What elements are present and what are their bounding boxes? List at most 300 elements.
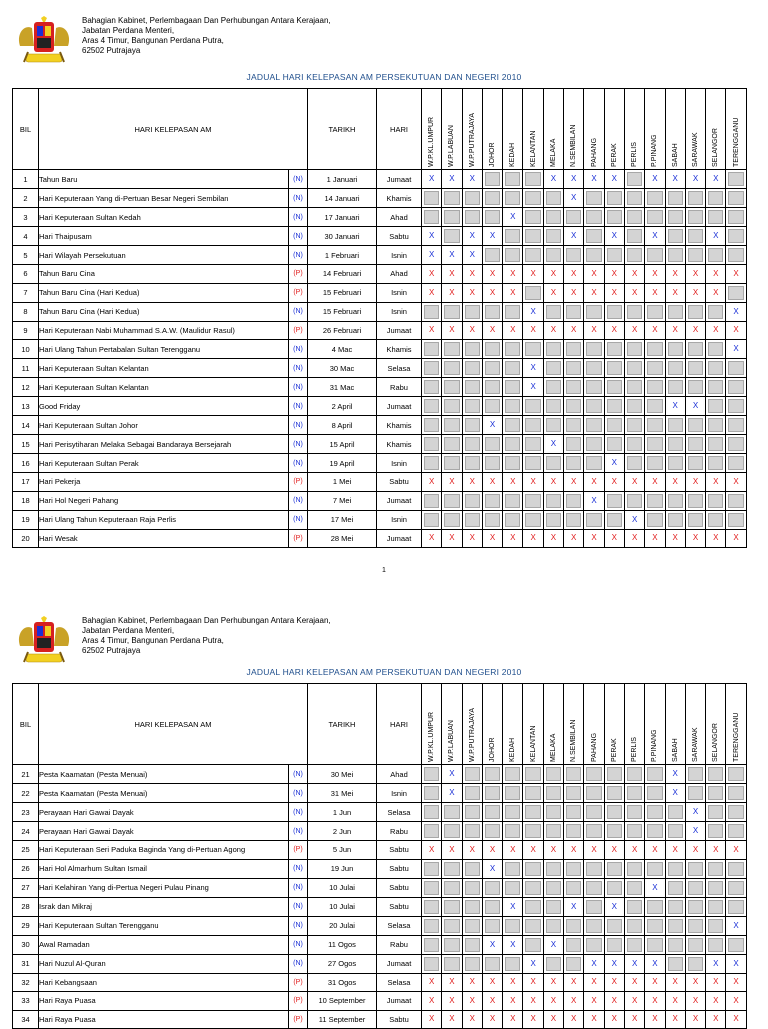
- column-header-state: [665, 89, 685, 170]
- state-cell: [564, 935, 584, 954]
- empty-cell: [647, 361, 662, 375]
- empty-cell: [728, 938, 743, 952]
- empty-cell: [505, 172, 520, 186]
- state-cell: [604, 302, 624, 321]
- state-cell: [422, 803, 442, 822]
- empty-cell: [485, 248, 500, 262]
- state-cell: [726, 378, 746, 397]
- column-header-state: [645, 89, 665, 170]
- holiday-mark: X: [627, 287, 642, 299]
- holiday-mark: X: [668, 173, 683, 185]
- empty-cell: [607, 380, 622, 394]
- state-cell: [482, 992, 502, 1011]
- state-cell: [726, 916, 746, 935]
- empty-cell: [546, 361, 561, 375]
- state-cell: [503, 765, 523, 784]
- empty-cell: [424, 305, 439, 319]
- address-line: Bahagian Kabinet, Perlembagaan Dan Perhubungan Antara Kerajaan,: [82, 16, 331, 25]
- state-cell: [726, 784, 746, 803]
- state-label: SELANGOR: [712, 723, 720, 762]
- holiday-day: Isnin: [377, 302, 422, 321]
- holiday-mark: X: [728, 995, 743, 1007]
- column-header-state: [462, 89, 482, 170]
- empty-cell: [505, 342, 520, 356]
- empty-cell: [546, 862, 561, 876]
- state-cell: [523, 265, 543, 284]
- empty-cell: [465, 418, 480, 432]
- holiday-mark: X: [708, 287, 723, 299]
- holiday-mark: X: [424, 995, 439, 1007]
- holiday-mark: X: [505, 901, 520, 913]
- column-header-state: [442, 684, 462, 765]
- state-cell: [442, 897, 462, 916]
- state-cell: [462, 529, 482, 548]
- empty-cell: [708, 305, 723, 319]
- holiday-mark: X: [505, 939, 520, 951]
- state-cell: [422, 954, 442, 973]
- holiday-type: (N): [289, 765, 308, 784]
- holiday-mark: X: [627, 995, 642, 1007]
- empty-cell: [424, 513, 439, 527]
- state-cell: [726, 765, 746, 784]
- empty-cell: [627, 380, 642, 394]
- state-cell: [685, 378, 705, 397]
- row-number: 17: [13, 473, 39, 492]
- holiday-mark: X: [546, 173, 561, 185]
- empty-cell: [485, 342, 500, 356]
- empty-cell: [444, 229, 459, 243]
- state-label: W.P.PUTRAJAYA: [468, 707, 476, 762]
- holiday-mark: X: [668, 324, 683, 336]
- holiday-date: 5 Jun: [308, 841, 377, 860]
- empty-cell: [546, 513, 561, 527]
- empty-cell: [424, 380, 439, 394]
- holiday-mark: X: [465, 476, 480, 488]
- state-cell: [665, 435, 685, 454]
- holiday-day: Isnin: [377, 784, 422, 803]
- state-cell: [584, 841, 604, 860]
- state-cell: [706, 803, 726, 822]
- table-header-row: [13, 89, 747, 170]
- holiday-date: 10 Julai: [308, 878, 377, 897]
- empty-cell: [688, 881, 703, 895]
- empty-cell: [525, 248, 540, 262]
- empty-cell: [566, 305, 581, 319]
- empty-cell: [708, 361, 723, 375]
- empty-cell: [566, 418, 581, 432]
- state-label: SABAH: [671, 143, 679, 167]
- empty-cell: [607, 191, 622, 205]
- holiday-date: 10 September: [308, 992, 377, 1011]
- state-cell: [645, 954, 665, 973]
- state-cell: [604, 916, 624, 935]
- holiday-type: (N): [289, 954, 308, 973]
- holiday-date: 2 April: [308, 397, 377, 416]
- state-cell: [665, 208, 685, 227]
- state-cell: [624, 473, 644, 492]
- holiday-mark: X: [465, 230, 480, 242]
- empty-cell: [566, 919, 581, 933]
- table-row: [13, 359, 747, 378]
- state-cell: [665, 378, 685, 397]
- state-cell: [543, 189, 563, 208]
- empty-cell: [586, 767, 601, 781]
- state-cell: [685, 208, 705, 227]
- holiday-mark: X: [607, 995, 622, 1007]
- empty-cell: [485, 957, 500, 971]
- holiday-date: 31 Mei: [308, 784, 377, 803]
- state-label: P.PINANG: [651, 134, 659, 167]
- holiday-mark: X: [424, 976, 439, 988]
- state-cell: [503, 784, 523, 803]
- state-label: MELAKA: [549, 138, 557, 167]
- row-number: 15: [13, 435, 39, 454]
- state-cell: [462, 841, 482, 860]
- holiday-day: Sabtu: [377, 473, 422, 492]
- holiday-mark: X: [505, 324, 520, 336]
- state-cell: [604, 765, 624, 784]
- state-cell: [482, 878, 502, 897]
- state-cell: [462, 246, 482, 265]
- holiday-mark: X: [627, 1013, 642, 1025]
- holiday-mark: X: [586, 1013, 601, 1025]
- holiday-mark: X: [627, 324, 642, 336]
- holiday-mark: X: [728, 476, 743, 488]
- state-cell: [543, 973, 563, 992]
- holiday-mark: X: [505, 476, 520, 488]
- empty-cell: [607, 342, 622, 356]
- state-cell: [584, 803, 604, 822]
- holiday-mark: X: [444, 532, 459, 544]
- holiday-mark: X: [505, 1013, 520, 1025]
- table-row: [13, 340, 747, 359]
- column-header-state: [726, 684, 746, 765]
- empty-cell: [525, 919, 540, 933]
- empty-cell: [728, 437, 743, 451]
- empty-cell: [505, 957, 520, 971]
- holiday-mark: X: [566, 476, 581, 488]
- holiday-mark: X: [728, 343, 743, 355]
- column-header-state: [645, 684, 665, 765]
- empty-cell: [728, 767, 743, 781]
- state-cell: [685, 321, 705, 340]
- state-cell: [482, 510, 502, 529]
- holiday-name: Hari Ulang Tahun Pertabalan Sultan Terengganu: [39, 340, 289, 359]
- state-cell: [543, 265, 563, 284]
- column-header-state: [422, 89, 442, 170]
- table-row: [13, 378, 747, 397]
- page-header: [0, 0, 768, 64]
- holiday-date: 11 Ogos: [308, 935, 377, 954]
- state-label: SARAWAK: [692, 727, 699, 762]
- holiday-mark: X: [668, 476, 683, 488]
- state-cell: [706, 510, 726, 529]
- state-cell: [604, 321, 624, 340]
- empty-cell: [566, 938, 581, 952]
- holiday-mark: X: [525, 306, 540, 318]
- state-cell: [422, 491, 442, 510]
- holiday-mark: X: [708, 230, 723, 242]
- table-row: [13, 973, 747, 992]
- state-cell: [665, 416, 685, 435]
- holiday-mark: X: [485, 863, 500, 875]
- column-header-holiday: HARI KELEPASAN AM: [39, 684, 308, 765]
- holiday-date: 4 Mac: [308, 340, 377, 359]
- holiday-type: (N): [289, 208, 308, 227]
- empty-cell: [668, 919, 683, 933]
- table-row: [13, 529, 747, 548]
- holiday-day: Jumaat: [377, 992, 422, 1011]
- empty-cell: [485, 399, 500, 413]
- empty-cell: [444, 900, 459, 914]
- state-cell: [584, 246, 604, 265]
- holiday-mark: X: [444, 844, 459, 856]
- holiday-mark: X: [728, 268, 743, 280]
- state-cell: [523, 302, 543, 321]
- state-label: PAHANG: [590, 732, 598, 762]
- holiday-date: 1 Januari: [308, 170, 377, 189]
- state-cell: [685, 435, 705, 454]
- state-cell: [604, 435, 624, 454]
- state-cell: [685, 765, 705, 784]
- state-cell: [726, 359, 746, 378]
- state-cell: [665, 170, 685, 189]
- state-cell: [482, 1010, 502, 1029]
- state-cell: [482, 340, 502, 359]
- row-number: 23: [13, 803, 39, 822]
- state-cell: [584, 227, 604, 246]
- empty-cell: [586, 437, 601, 451]
- state-cell: [604, 784, 624, 803]
- holiday-mark: X: [627, 844, 642, 856]
- empty-cell: [647, 380, 662, 394]
- table-row: [13, 397, 747, 416]
- state-cell: [584, 321, 604, 340]
- empty-cell: [444, 437, 459, 451]
- empty-cell: [525, 437, 540, 451]
- holiday-mark: X: [688, 287, 703, 299]
- table-row: [13, 189, 747, 208]
- empty-cell: [485, 881, 500, 895]
- state-cell: [584, 435, 604, 454]
- state-cell: [462, 473, 482, 492]
- state-cell: [624, 529, 644, 548]
- holiday-mark: X: [607, 324, 622, 336]
- state-cell: [523, 510, 543, 529]
- state-cell: [624, 897, 644, 916]
- state-cell: [584, 935, 604, 954]
- state-cell: [665, 1010, 685, 1029]
- state-cell: [482, 973, 502, 992]
- row-number: 9: [13, 321, 39, 340]
- state-cell: [543, 916, 563, 935]
- state-cell: [665, 397, 685, 416]
- state-cell: [442, 954, 462, 973]
- state-cell: [503, 283, 523, 302]
- empty-cell: [688, 862, 703, 876]
- holiday-mark: X: [444, 995, 459, 1007]
- column-header-state: [523, 684, 543, 765]
- state-cell: [685, 973, 705, 992]
- holiday-mark: X: [465, 532, 480, 544]
- state-cell: [503, 529, 523, 548]
- state-cell: [604, 378, 624, 397]
- empty-cell: [647, 456, 662, 470]
- empty-cell: [465, 938, 480, 952]
- holiday-mark: X: [728, 976, 743, 988]
- state-cell: [645, 916, 665, 935]
- holiday-mark: X: [688, 806, 703, 818]
- column-header-state: [584, 684, 604, 765]
- empty-cell: [668, 342, 683, 356]
- state-cell: [564, 435, 584, 454]
- state-cell: [665, 954, 685, 973]
- empty-cell: [505, 248, 520, 262]
- holiday-name: Hari Keputeraan Nabi Muhammad S.A.W. (Maulidur Rasul): [39, 321, 289, 340]
- empty-cell: [485, 210, 500, 224]
- state-cell: [706, 283, 726, 302]
- empty-cell: [688, 191, 703, 205]
- state-cell: [726, 935, 746, 954]
- empty-cell: [465, 805, 480, 819]
- empty-cell: [546, 305, 561, 319]
- empty-cell: [465, 862, 480, 876]
- empty-cell: [607, 824, 622, 838]
- holiday-mark: X: [444, 268, 459, 280]
- state-cell: [503, 822, 523, 841]
- table-row: [13, 803, 747, 822]
- state-cell: [482, 765, 502, 784]
- holiday-type: (N): [289, 859, 308, 878]
- holiday-mark: X: [424, 287, 439, 299]
- row-number: 8: [13, 302, 39, 321]
- state-cell: [604, 189, 624, 208]
- empty-cell: [525, 824, 540, 838]
- state-cell: [442, 916, 462, 935]
- state-cell: [726, 473, 746, 492]
- state-cell: [624, 321, 644, 340]
- holiday-day: Ahad: [377, 265, 422, 284]
- state-cell: [523, 189, 543, 208]
- holiday-mark: X: [607, 844, 622, 856]
- empty-cell: [607, 248, 622, 262]
- state-cell: [503, 321, 523, 340]
- empty-cell: [546, 767, 561, 781]
- holiday-mark: X: [465, 976, 480, 988]
- state-cell: [624, 491, 644, 510]
- state-cell: [604, 841, 624, 860]
- state-cell: [442, 340, 462, 359]
- holiday-mark: X: [708, 532, 723, 544]
- address-line: Jabatan Perdana Menteri,: [82, 626, 175, 635]
- empty-cell: [668, 900, 683, 914]
- holiday-date: 30 Januari: [308, 227, 377, 246]
- state-cell: [584, 765, 604, 784]
- state-cell: [543, 878, 563, 897]
- state-cell: [624, 246, 644, 265]
- holiday-day: Isnin: [377, 510, 422, 529]
- empty-cell: [465, 361, 480, 375]
- state-cell: [523, 397, 543, 416]
- state-cell: [726, 265, 746, 284]
- state-cell: [665, 803, 685, 822]
- empty-cell: [505, 229, 520, 243]
- state-cell: [564, 510, 584, 529]
- empty-cell: [485, 824, 500, 838]
- empty-cell: [546, 957, 561, 971]
- empty-cell: [728, 380, 743, 394]
- table-row: [13, 954, 747, 973]
- holiday-date: 15 Februari: [308, 283, 377, 302]
- row-number: 30: [13, 935, 39, 954]
- empty-cell: [525, 342, 540, 356]
- column-header-bil: BIL: [13, 684, 39, 765]
- empty-cell: [647, 494, 662, 508]
- state-cell: [706, 822, 726, 841]
- table-row: [13, 916, 747, 935]
- state-label: W.P.LABUAN: [448, 125, 456, 167]
- address-line: 62502 Putrajaya: [82, 646, 141, 655]
- state-cell: [503, 208, 523, 227]
- state-cell: [584, 416, 604, 435]
- empty-cell: [728, 900, 743, 914]
- empty-cell: [525, 862, 540, 876]
- state-cell: [503, 416, 523, 435]
- state-cell: [564, 416, 584, 435]
- state-cell: [564, 359, 584, 378]
- state-cell: [543, 397, 563, 416]
- empty-cell: [424, 881, 439, 895]
- empty-cell: [586, 380, 601, 394]
- row-number: 25: [13, 841, 39, 860]
- holiday-mark: X: [566, 268, 581, 280]
- state-cell: [584, 491, 604, 510]
- holiday-type: (P): [289, 529, 308, 548]
- state-cell: [482, 416, 502, 435]
- state-cell: [422, 878, 442, 897]
- holiday-type: (N): [289, 897, 308, 916]
- state-cell: [462, 897, 482, 916]
- empty-cell: [525, 418, 540, 432]
- coat-of-arms-icon: [14, 616, 74, 668]
- holiday-date: 20 Julai: [308, 916, 377, 935]
- state-cell: [604, 340, 624, 359]
- holiday-mark: X: [546, 324, 561, 336]
- state-cell: [604, 897, 624, 916]
- empty-cell: [505, 919, 520, 933]
- holiday-type: (N): [289, 227, 308, 246]
- state-cell: [706, 170, 726, 189]
- row-number: 5: [13, 246, 39, 265]
- state-cell: [462, 170, 482, 189]
- state-cell: [645, 973, 665, 992]
- empty-cell: [444, 824, 459, 838]
- state-cell: [645, 510, 665, 529]
- state-cell: [523, 340, 543, 359]
- row-number: 14: [13, 416, 39, 435]
- state-cell: [543, 227, 563, 246]
- state-cell: [624, 916, 644, 935]
- holiday-mark: X: [688, 844, 703, 856]
- holiday-day: Sabtu: [377, 841, 422, 860]
- state-cell: [482, 916, 502, 935]
- state-cell: [645, 491, 665, 510]
- state-cell: [462, 302, 482, 321]
- column-header-state: [624, 684, 644, 765]
- state-cell: [523, 973, 543, 992]
- holiday-name: Pesta Kaamatan (Pesta Menuai): [39, 784, 289, 803]
- state-cell: [523, 435, 543, 454]
